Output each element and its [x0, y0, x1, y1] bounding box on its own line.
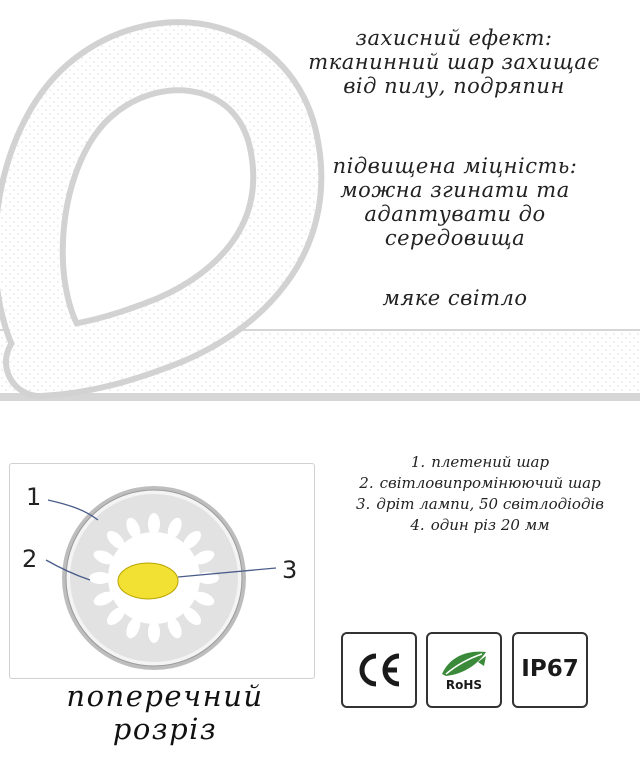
callout-number-2: 2 — [22, 545, 38, 573]
feature-line: тканинний шар захищає — [308, 50, 600, 74]
legend-item: 2. світловипромінюючий шар — [359, 474, 601, 492]
feature-line: середовища — [384, 226, 526, 250]
feature-line: від пилу, подряпин — [343, 74, 565, 98]
rohs-leaf-icon — [428, 634, 500, 706]
channel-petal — [89, 572, 111, 584]
rohs-label: RoHS — [445, 678, 483, 692]
feature-line: захисний ефект: — [355, 26, 553, 50]
caption-line: поперечний — [66, 679, 264, 713]
cross-section-caption — [40, 680, 290, 746]
caption-line: розріз — [112, 712, 218, 746]
led-core — [118, 563, 178, 599]
channel-petal — [148, 621, 160, 643]
ce-mark-icon — [343, 634, 415, 706]
callout-number-3: 3 — [282, 556, 298, 584]
layers-legend — [330, 452, 630, 536]
legend-item: 1. плетений шар — [410, 453, 550, 471]
channel-petal — [148, 513, 160, 535]
feature-line: адаптувати до — [364, 202, 546, 226]
ip67-badge — [512, 632, 588, 708]
legend-item: 3. дріт лампи, 50 світлодіодів — [356, 495, 604, 513]
legend-item: 4. один різ 20 мм — [410, 516, 550, 534]
callout-number-1: 1 — [26, 483, 42, 511]
rohs-badge — [426, 632, 502, 708]
ip67-label: IP67 — [521, 656, 579, 682]
feature-line: можна згинати та — [340, 178, 570, 202]
feature-line: підвищена міцність: — [332, 154, 578, 178]
ce-badge — [341, 632, 417, 708]
feature-line: мяке світло — [382, 286, 528, 310]
